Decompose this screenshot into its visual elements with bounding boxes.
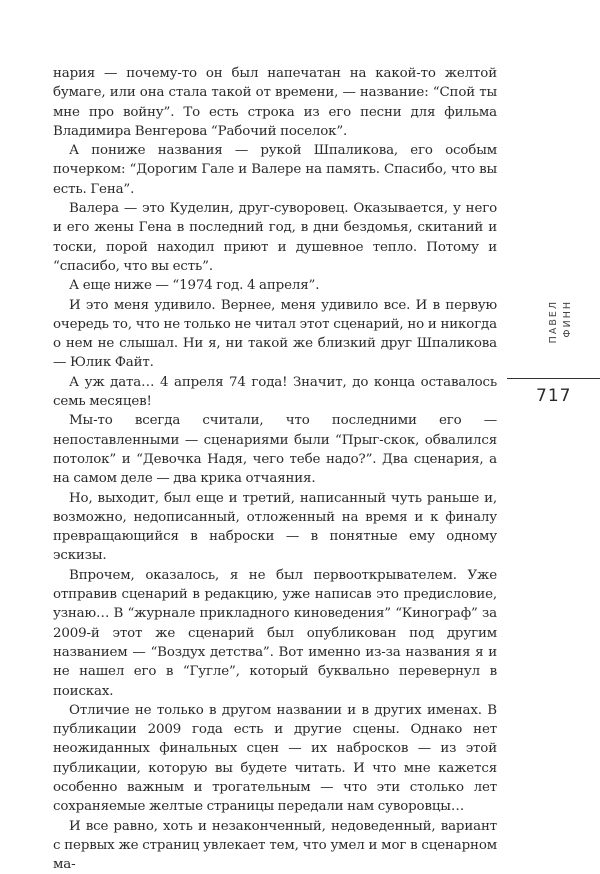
- paragraph: А пониже названия — рукой Шпаликова, его особым почерком: “Дорогим Гале и Валере на память. Спасибо, что вы есть. Гена”.: [53, 143, 497, 197]
- paragraph: И все равно, хоть и незаконченный, недоведенный, вариант с первых же страниц увлекает тем, что умел и мог в сценарном ма-: [53, 818, 497, 873]
- author-last-name: ФИНН: [562, 300, 573, 338]
- paragraph: А еще ниже — “1974 год. 4 апреля”.: [69, 278, 320, 294]
- paragraph: Мы-то всегда считали, что последними его — непоставленными — сценариями были “Прыг-скок, обвалился потолок” и “Девочка Надя, чего тебе надо?”. Два сценария, а на самом деле — два крика отчаяния.: [53, 413, 497, 487]
- paragraph: И это меня удивило. Вернее, меня удивило все. И в первую очередь то, что не только не читал этот сценарий, но и никогда о нем не слышал. Ни я, ни такой же близкий друг Шпаликова — Юлик Файт.: [53, 297, 497, 371]
- running-head-author: [548, 300, 576, 374]
- paragraph: Впрочем, оказалось, я не был первооткрывателем. Уже отправив сценарий в редакцию, уже написав это предисловие, узнаю… В “журнале прикладного киноведения” “Кинограф” за 2009-й этот же сценарий был опубликован под другим названием — “Воздух детства”. Вот именно из-за названия я и не нашел его в “Гугле”, который буквально перевернул в поисках.: [53, 567, 497, 699]
- page-number: 717: [536, 386, 572, 406]
- body-text: [53, 64, 497, 874]
- author-first-name: ПАВЕЛ: [548, 300, 559, 344]
- paragraph: Отличие не только в другом названии и в других именах. В публикации 2009 года есть и другие сцены. Однако нет неожиданных финальных сцен — их набросков — из этой публикации, которую вы будете читать. И что мне кажется особенно важным и трогательным — что эти столько лет сохраняемые желтые страницы передали нам суворовцы…: [53, 702, 497, 815]
- paragraph: нария — почему-то он был напечатан на какой-то желтой бумаге, или она стала такой от времени, — название: “Спой ты мне про войну”. То есть строка из его песни для фильма Владимира Венгерова “Рабочий поселок”.: [53, 66, 497, 139]
- running-head-rule: [507, 378, 600, 379]
- paragraph: А уж дата… 4 апреля 74 года! Значит, до конца оставалось семь месяцев!: [53, 374, 497, 410]
- paragraph: Но, выходит, был еще и третий, написанный чуть раньше и, возможно, недописанный, отложенный на время и к финалу превращающийся в наброски — в понятные ему одному эскизы.: [53, 490, 497, 564]
- paragraph: Валера — это Куделин, друг-суворовец. Оказывается, у него и его жены Гена в последний год, в дни бездомья, скитаний и тоски, порой находил приют и душевное тепло. Потому и “спасибо, что вы есть”.: [53, 201, 497, 274]
